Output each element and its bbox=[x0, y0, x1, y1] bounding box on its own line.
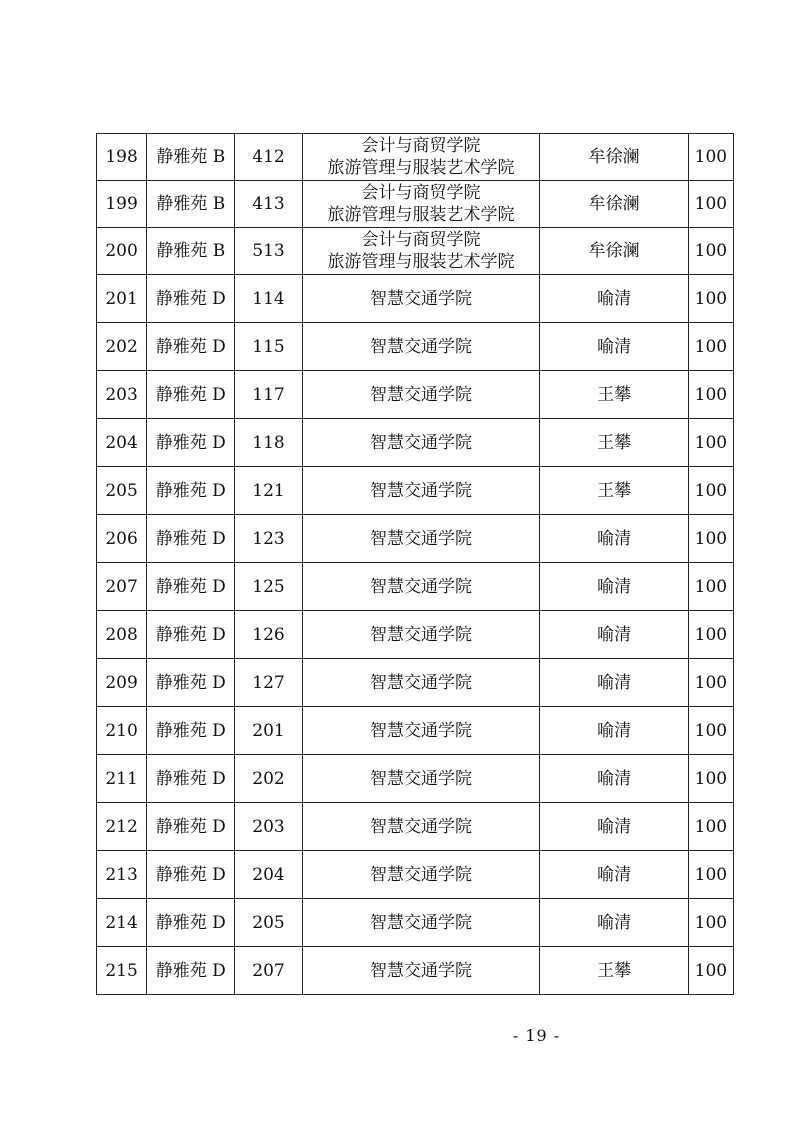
college-cell bbox=[302, 659, 540, 707]
table-row bbox=[97, 659, 734, 707]
row-number-cell: 202 bbox=[97, 323, 147, 371]
table-row bbox=[97, 275, 734, 323]
college-cell bbox=[302, 228, 540, 275]
building-cell: 静雅苑 B bbox=[147, 228, 235, 275]
building-cell: 静雅苑 D bbox=[147, 707, 235, 755]
dormitory-inspection-table bbox=[96, 133, 734, 995]
room-number-cell: 115 bbox=[235, 323, 302, 371]
college-line: 智慧交通学院 bbox=[369, 672, 472, 693]
college-line: 智慧交通学院 bbox=[369, 288, 472, 309]
person-in-charge-cell: 牟徐澜 bbox=[540, 134, 688, 181]
building-cell: 静雅苑 D bbox=[147, 563, 235, 611]
table-row bbox=[97, 707, 734, 755]
college-line: 智慧交通学院 bbox=[369, 480, 472, 501]
person-in-charge-cell: 喻清 bbox=[540, 803, 688, 851]
building-cell: 静雅苑 B bbox=[147, 181, 235, 228]
score-cell: 100 bbox=[688, 228, 733, 275]
room-number-cell: 118 bbox=[235, 419, 302, 467]
table-row bbox=[97, 851, 734, 899]
room-number-cell: 114 bbox=[235, 275, 302, 323]
row-number-cell: 199 bbox=[97, 181, 147, 228]
person-in-charge-cell: 王攀 bbox=[540, 419, 688, 467]
room-number-cell: 201 bbox=[235, 707, 302, 755]
college-cell bbox=[302, 563, 540, 611]
score-cell: 100 bbox=[688, 611, 733, 659]
page-number: - 19 - bbox=[512, 1026, 561, 1045]
room-number-cell: 125 bbox=[235, 563, 302, 611]
score-cell: 100 bbox=[688, 181, 733, 228]
college-line: 智慧交通学院 bbox=[369, 816, 472, 837]
building-cell: 静雅苑 D bbox=[147, 755, 235, 803]
room-number-cell: 117 bbox=[235, 371, 302, 419]
person-in-charge-cell: 喻清 bbox=[540, 275, 688, 323]
person-in-charge-cell: 喻清 bbox=[540, 851, 688, 899]
college-line: 智慧交通学院 bbox=[369, 864, 472, 885]
building-cell: 静雅苑 D bbox=[147, 659, 235, 707]
row-number-cell: 214 bbox=[97, 899, 147, 947]
row-number-cell: 206 bbox=[97, 515, 147, 563]
room-number-cell: 203 bbox=[235, 803, 302, 851]
college-cell bbox=[302, 275, 540, 323]
inspection-table-container bbox=[96, 133, 734, 995]
college-cell bbox=[302, 755, 540, 803]
person-in-charge-cell: 王攀 bbox=[540, 947, 688, 995]
table-row bbox=[97, 228, 734, 275]
college-cell bbox=[302, 947, 540, 995]
score-cell: 100 bbox=[688, 323, 733, 371]
building-cell: 静雅苑 D bbox=[147, 419, 235, 467]
room-number-cell: 126 bbox=[235, 611, 302, 659]
room-number-cell: 127 bbox=[235, 659, 302, 707]
building-cell: 静雅苑 D bbox=[147, 851, 235, 899]
college-line: 会计与商贸学院 bbox=[361, 183, 481, 203]
college-line: 智慧交通学院 bbox=[369, 720, 472, 741]
college-cell bbox=[302, 899, 540, 947]
college-line: 智慧交通学院 bbox=[369, 528, 472, 549]
table-row bbox=[97, 563, 734, 611]
college-line: 智慧交通学院 bbox=[369, 336, 472, 357]
table-row bbox=[97, 755, 734, 803]
score-cell: 100 bbox=[688, 899, 733, 947]
room-number-cell: 202 bbox=[235, 755, 302, 803]
person-in-charge-cell: 喻清 bbox=[540, 515, 688, 563]
college-cell bbox=[302, 707, 540, 755]
score-cell: 100 bbox=[688, 275, 733, 323]
row-number-cell: 209 bbox=[97, 659, 147, 707]
row-number-cell: 204 bbox=[97, 419, 147, 467]
table-row bbox=[97, 323, 734, 371]
table-row bbox=[97, 515, 734, 563]
room-number-cell: 513 bbox=[235, 228, 302, 275]
college-cell bbox=[302, 515, 540, 563]
college-cell bbox=[302, 611, 540, 659]
row-number-cell: 215 bbox=[97, 947, 147, 995]
college-cell bbox=[302, 371, 540, 419]
row-number-cell: 203 bbox=[97, 371, 147, 419]
person-in-charge-cell: 牟徐澜 bbox=[540, 228, 688, 275]
table-row bbox=[97, 419, 734, 467]
score-cell: 100 bbox=[688, 515, 733, 563]
score-cell: 100 bbox=[688, 134, 733, 181]
person-in-charge-cell: 王攀 bbox=[540, 371, 688, 419]
row-number-cell: 212 bbox=[97, 803, 147, 851]
college-line: 智慧交通学院 bbox=[369, 384, 472, 405]
table-row bbox=[97, 611, 734, 659]
building-cell: 静雅苑 B bbox=[147, 134, 235, 181]
row-number-cell: 213 bbox=[97, 851, 147, 899]
building-cell: 静雅苑 D bbox=[147, 323, 235, 371]
row-number-cell: 211 bbox=[97, 755, 147, 803]
building-cell: 静雅苑 D bbox=[147, 515, 235, 563]
college-cell bbox=[302, 181, 540, 228]
building-cell: 静雅苑 D bbox=[147, 467, 235, 515]
college-line: 智慧交通学院 bbox=[369, 576, 472, 597]
row-number-cell: 198 bbox=[97, 134, 147, 181]
person-in-charge-cell: 牟徐澜 bbox=[540, 181, 688, 228]
row-number-cell: 210 bbox=[97, 707, 147, 755]
college-line: 智慧交通学院 bbox=[369, 432, 472, 453]
room-number-cell: 413 bbox=[235, 181, 302, 228]
person-in-charge-cell: 喻清 bbox=[540, 755, 688, 803]
college-line: 旅游管理与服装艺术学院 bbox=[327, 252, 515, 272]
score-cell: 100 bbox=[688, 755, 733, 803]
table-row bbox=[97, 134, 734, 181]
college-line: 旅游管理与服装艺术学院 bbox=[327, 205, 515, 225]
college-line: 智慧交通学院 bbox=[369, 624, 472, 645]
building-cell: 静雅苑 D bbox=[147, 947, 235, 995]
college-line: 智慧交通学院 bbox=[369, 912, 472, 933]
person-in-charge-cell: 王攀 bbox=[540, 467, 688, 515]
table-row bbox=[97, 181, 734, 228]
person-in-charge-cell: 喻清 bbox=[540, 899, 688, 947]
person-in-charge-cell: 喻清 bbox=[540, 611, 688, 659]
table-row bbox=[97, 467, 734, 515]
room-number-cell: 204 bbox=[235, 851, 302, 899]
college-line: 旅游管理与服装艺术学院 bbox=[327, 158, 515, 178]
row-number-cell: 200 bbox=[97, 228, 147, 275]
college-cell bbox=[302, 467, 540, 515]
score-cell: 100 bbox=[688, 371, 733, 419]
college-line: 会计与商贸学院 bbox=[361, 230, 481, 250]
score-cell: 100 bbox=[688, 563, 733, 611]
building-cell: 静雅苑 D bbox=[147, 611, 235, 659]
college-cell bbox=[302, 803, 540, 851]
row-number-cell: 207 bbox=[97, 563, 147, 611]
person-in-charge-cell: 喻清 bbox=[540, 659, 688, 707]
score-cell: 100 bbox=[688, 419, 733, 467]
college-cell bbox=[302, 419, 540, 467]
building-cell: 静雅苑 D bbox=[147, 275, 235, 323]
room-number-cell: 412 bbox=[235, 134, 302, 181]
college-line: 智慧交通学院 bbox=[369, 768, 472, 789]
room-number-cell: 123 bbox=[235, 515, 302, 563]
college-cell bbox=[302, 851, 540, 899]
college-line: 智慧交通学院 bbox=[369, 960, 472, 981]
person-in-charge-cell: 喻清 bbox=[540, 707, 688, 755]
college-line: 会计与商贸学院 bbox=[361, 136, 481, 156]
building-cell: 静雅苑 D bbox=[147, 371, 235, 419]
row-number-cell: 208 bbox=[97, 611, 147, 659]
score-cell: 100 bbox=[688, 947, 733, 995]
score-cell: 100 bbox=[688, 467, 733, 515]
score-cell: 100 bbox=[688, 707, 733, 755]
person-in-charge-cell: 喻清 bbox=[540, 323, 688, 371]
college-cell bbox=[302, 134, 540, 181]
table-row bbox=[97, 371, 734, 419]
room-number-cell: 207 bbox=[235, 947, 302, 995]
score-cell: 100 bbox=[688, 803, 733, 851]
score-cell: 100 bbox=[688, 659, 733, 707]
table-body bbox=[97, 134, 734, 995]
person-in-charge-cell: 喻清 bbox=[540, 563, 688, 611]
row-number-cell: 205 bbox=[97, 467, 147, 515]
room-number-cell: 205 bbox=[235, 899, 302, 947]
college-cell bbox=[302, 323, 540, 371]
table-row bbox=[97, 899, 734, 947]
room-number-cell: 121 bbox=[235, 467, 302, 515]
building-cell: 静雅苑 D bbox=[147, 899, 235, 947]
building-cell: 静雅苑 D bbox=[147, 803, 235, 851]
table-row bbox=[97, 803, 734, 851]
table-row bbox=[97, 947, 734, 995]
score-cell: 100 bbox=[688, 851, 733, 899]
row-number-cell: 201 bbox=[97, 275, 147, 323]
